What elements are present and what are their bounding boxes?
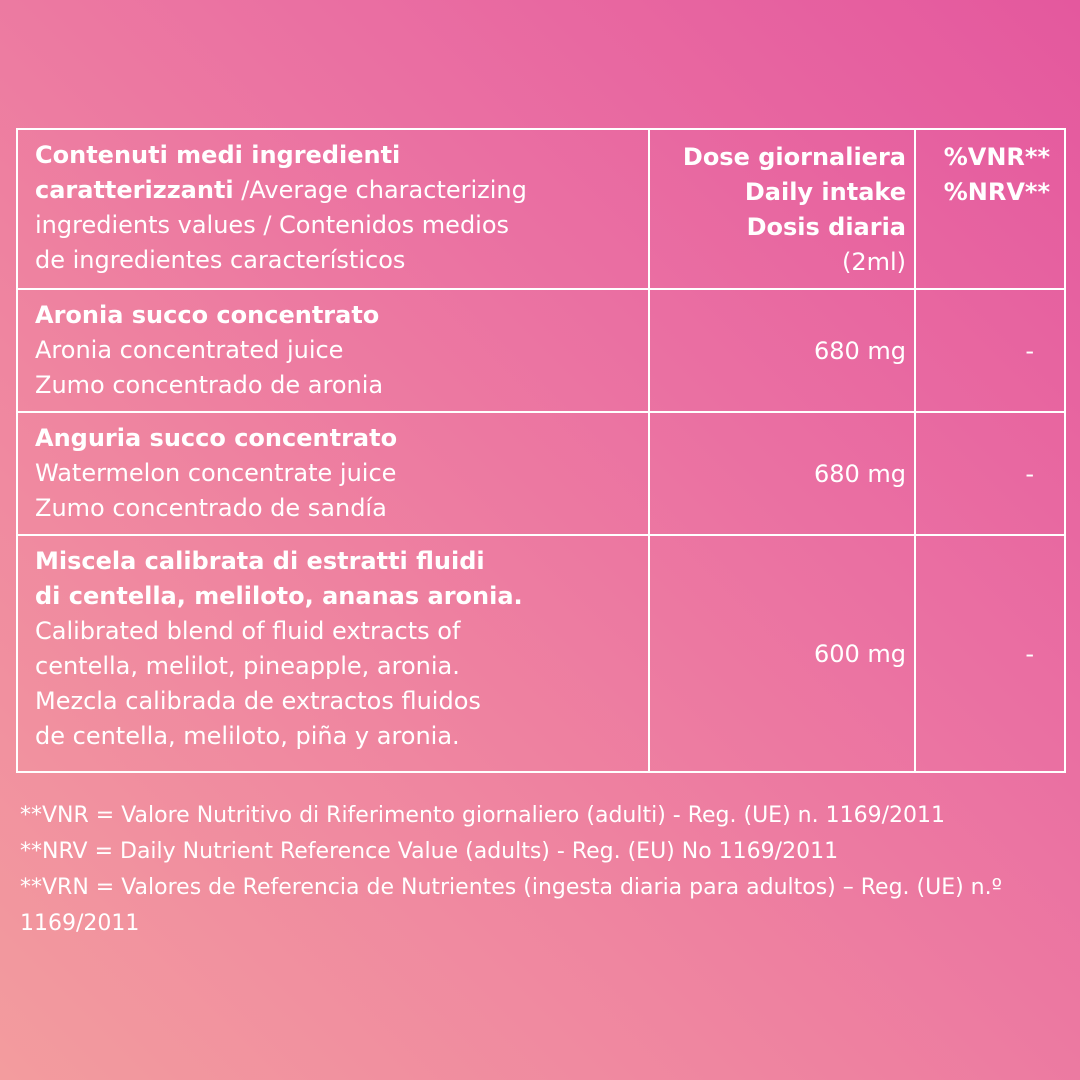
vnr-cell xyxy=(915,289,1065,412)
ingredient-name-es-2: de centella, meliloto, piña y aronia. xyxy=(35,722,460,750)
header-vnr-cell xyxy=(915,129,1065,289)
header-ingredients-cell xyxy=(17,129,649,289)
header-dose-it: Dose giornaliera xyxy=(682,143,906,171)
table-row xyxy=(17,535,1065,772)
footnote-vnr: **VNR = Valore Nutritivo di Riferimento giornaliero (adulti) - Reg. (UE) n. 1169/2011 xyxy=(20,803,945,828)
table-header-row xyxy=(17,129,1065,289)
header-ingredients-line4: de ingredientes característicos xyxy=(35,246,406,274)
ingredient-name-it: Aronia succo concentrato xyxy=(35,301,380,329)
header-nrv: %NRV** xyxy=(943,178,1050,206)
dose-cell xyxy=(649,412,915,535)
table-row xyxy=(17,289,1065,412)
header-ingredients-line1: Contenuti medi ingredienti xyxy=(35,141,401,169)
header-dose-es: Dosis diaria xyxy=(746,213,906,241)
ingredient-name-es: Zumo concentrado de sandía xyxy=(35,494,387,522)
ingredient-name-en-1: Calibrated blend of fluid extracts of xyxy=(35,617,461,645)
ingredients-table xyxy=(16,128,1066,773)
footnote-nrv: **NRV = Daily Nutrient Reference Value (adults) - Reg. (EU) No 1169/2011 xyxy=(20,839,839,864)
dose-value: 680 mg xyxy=(813,337,906,365)
header-ingredients-en: /Average characterizing xyxy=(233,176,527,204)
header-ingredients-bold: caratterizzanti xyxy=(35,176,234,204)
ingredient-name-en: Aronia concentrated juice xyxy=(35,336,344,364)
vnr-value: - xyxy=(1025,460,1034,488)
vnr-value: - xyxy=(1025,640,1034,668)
dose-value: 680 mg xyxy=(813,460,906,488)
table-row xyxy=(17,412,1065,535)
footnote-vrn: **VRN = Valores de Referencia de Nutrientes (ingesta diaria para adultos) – Reg. (UE) n.º 1169/2011 xyxy=(20,875,1002,936)
footnotes xyxy=(20,798,1065,942)
dose-cell xyxy=(649,289,915,412)
ingredient-cell xyxy=(17,412,649,535)
header-dose-cell xyxy=(649,129,915,289)
ingredient-name-es: Zumo concentrado de aronia xyxy=(35,371,384,399)
vnr-cell xyxy=(915,535,1065,772)
ingredient-name-en-2: centella, melilot, pineapple, aronia. xyxy=(35,652,460,680)
ingredient-name-en: Watermelon concentrate juice xyxy=(35,459,397,487)
dose-cell xyxy=(649,535,915,772)
ingredient-name-es-1: Mezcla calibrada de extractos fluidos xyxy=(35,687,481,715)
header-dose-en: Daily intake xyxy=(744,178,906,206)
dose-value: 600 mg xyxy=(813,640,906,668)
header-ingredients-line2 xyxy=(35,173,634,208)
header-ingredients-line3: ingredients values / Contenidos medios xyxy=(35,211,510,239)
vnr-value: - xyxy=(1025,337,1034,365)
ingredient-name-it: Anguria succo concentrato xyxy=(35,424,398,452)
ingredient-name-it-1: Miscela calibrata di estratti fluidi xyxy=(35,547,485,575)
vnr-cell xyxy=(915,412,1065,535)
ingredient-cell xyxy=(17,535,649,772)
header-dose-unit: (2ml) xyxy=(841,248,906,276)
header-vnr: %VNR** xyxy=(943,143,1050,171)
ingredient-cell xyxy=(17,289,649,412)
ingredient-name-it-2: di centella, meliloto, ananas aronia. xyxy=(35,582,523,610)
